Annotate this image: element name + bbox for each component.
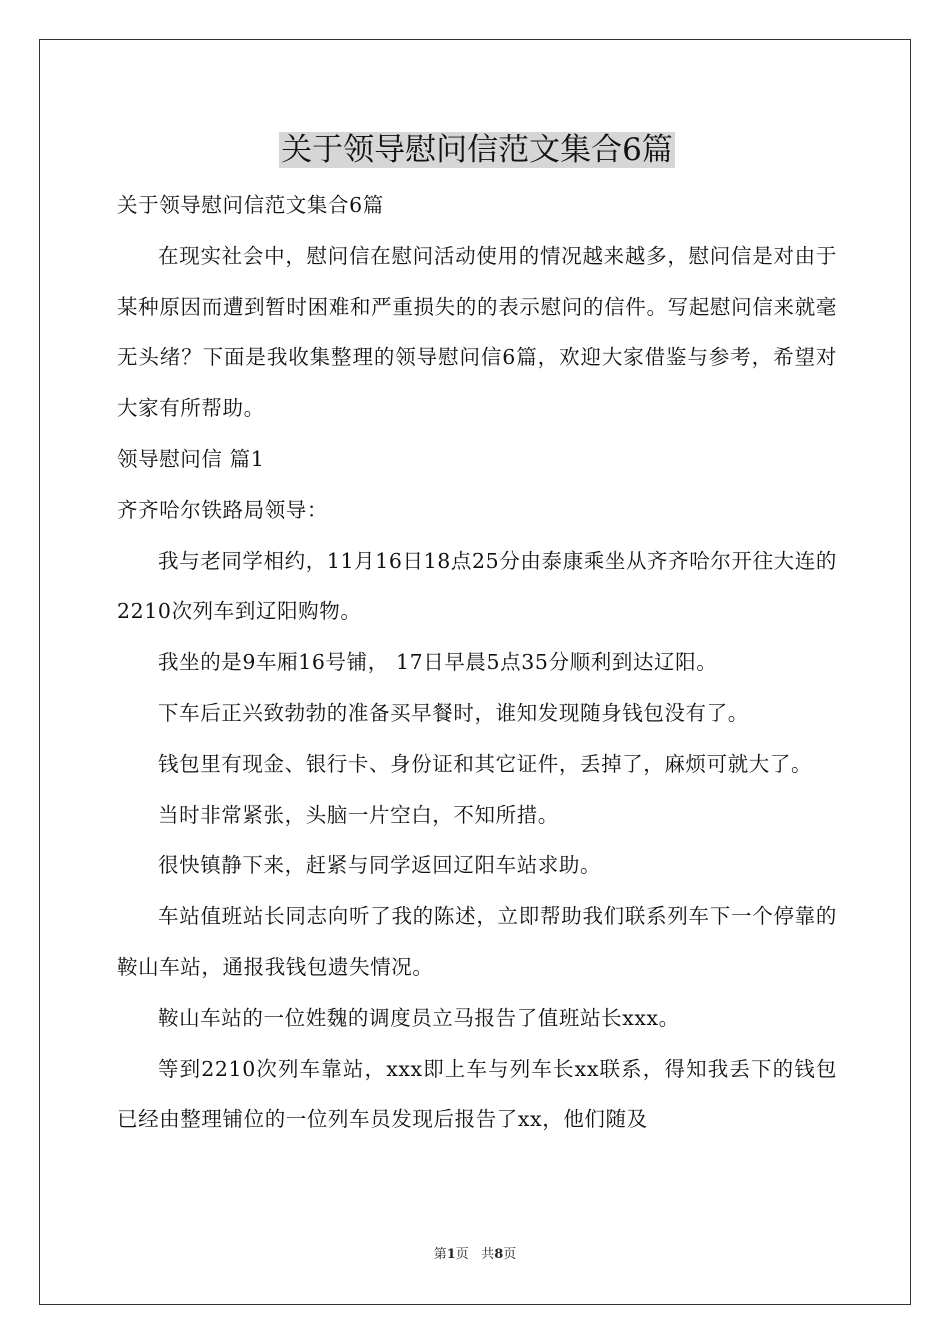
paragraph: 我与老同学相约，11月16日18点25分由泰康乘坐从齐齐哈尔开往大连的2210次列车到辽阳购物。 [117, 548, 837, 624]
letter-salutation: 齐齐哈尔铁路局领导： [117, 497, 328, 522]
paragraph: 我坐的是9车厢16号铺， 17日早晨5点35分顺利到达辽阳。 [158, 650, 718, 675]
paragraph-subtitle: 关于领导慰问信范文集合6篇 [117, 193, 384, 217]
paragraph-intro: 在现实社会中，慰问信在慰问活动使用的情况越来越多，慰问信是对由于某种原因而遭到暂时困难和严重损失的的表示慰问的信件。写起慰问信来就毫无头绪？下面是我收集整理的领导慰问信6篇，欢迎大家借鉴与参考，希望对大家有所帮助。 [117, 243, 837, 421]
paragraph: 鞍山车站的一位姓魏的调度员立马报告了值班站长xxx。 [158, 1005, 680, 1030]
section-heading: 领导慰问信 篇1 [117, 446, 265, 471]
total-label-prefix: 共 [481, 1247, 495, 1262]
document-body [117, 180, 837, 1145]
paragraph: 等到2210次列车靠站，xxx即上车与列车长xx联系，得知我丢下的钱包已经由整理铺位的一位列车员发现后报告了xx，他们随及 [117, 1056, 837, 1132]
total-pages: 8 [494, 1247, 504, 1262]
page-label-prefix: 第 [433, 1247, 447, 1262]
paragraph: 钱包里有现金、银行卡、身份证和其它证件，丢掉了，麻烦可就大了。 [158, 751, 813, 776]
paragraph: 当时非常紧张，头脑一片空白，不知所措。 [158, 802, 559, 827]
page-label-suffix: 页 [455, 1247, 469, 1262]
document-title [117, 128, 837, 172]
document-title-text: 关于领导慰问信范文集合6篇 [281, 132, 673, 168]
paragraph: 很快镇静下来，赶紧与同学返回辽阳车站求助。 [158, 853, 602, 878]
paragraph: 下车后正兴致勃勃的准备买早餐时，谁知发现随身钱包没有了。 [158, 700, 749, 725]
total-label-suffix: 页 [503, 1247, 517, 1262]
page-number: 1 [446, 1247, 456, 1262]
page-footer [0, 1246, 950, 1264]
paragraph: 车站值班站长同志向听了我的陈述，立即帮助我们联系列车下一个停靠的鞍山车站，通报我钱包遗失情况。 [117, 904, 837, 979]
